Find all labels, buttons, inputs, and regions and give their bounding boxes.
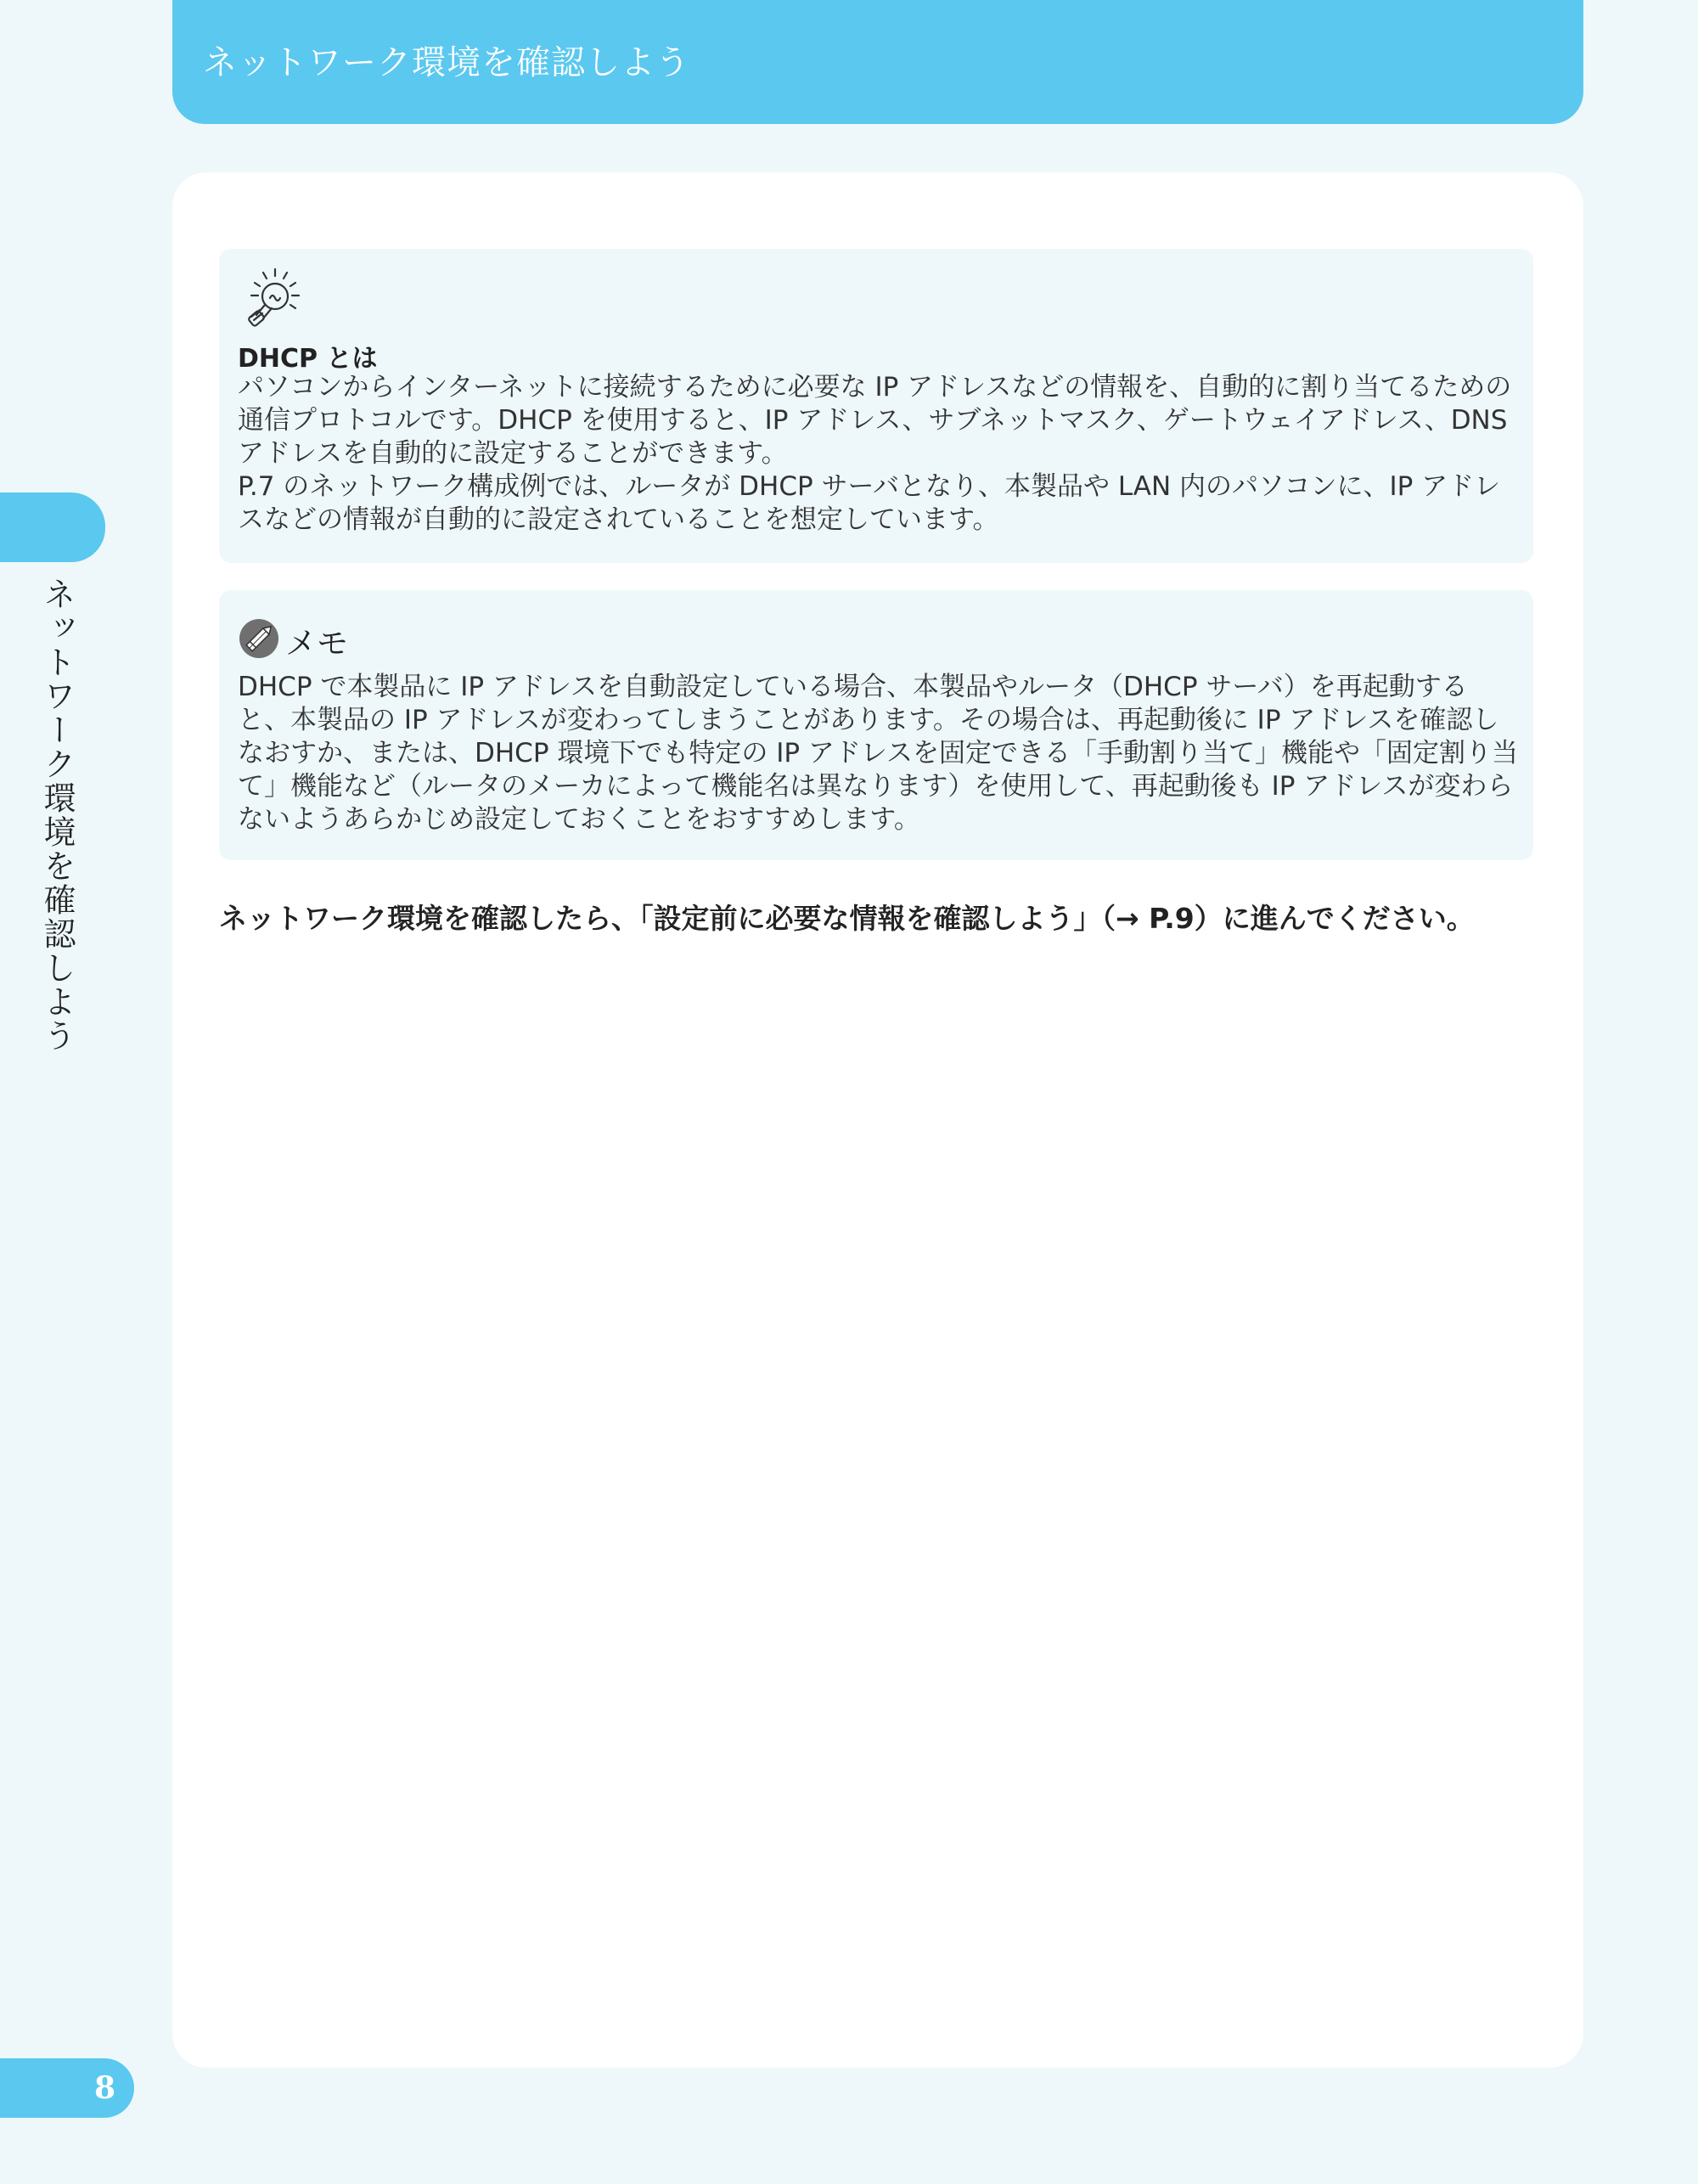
hint-paragraph: パソコンからインターネットに接続するために必要な IP アドレスなどの情報を、自動的に割り当てるための通信プロトコルです。DHCP を使用すると、IP アドレス、サブネットマスク、ゲートウェイアドレス、DNS アドレスを自動的に設定することができます。 [238, 372, 1512, 469]
memo-body: DHCP で本製品に IP アドレスを自動設定している場合、本製品やルータ（DHCP サーバ）を再起動すると、本製品の IP アドレスが変わってしまうことがあります。その場合は、再起動後に IP アドレスを確認しなおすか、または、DHCP 環境下でも特定の IP アドレスを固定できる「手動割り当て」機能や「固定割り当て」機能など（ルータのメーカによって機能名は異なります）を使用して、再起動後も IP アドレスが変わらないようあらかじめ設定しておくことをおすすめします。 [238, 672, 1518, 835]
side-tab [0, 493, 105, 562]
hint-heading: DHCP とは [238, 344, 378, 374]
next-step-instruction: ネットワーク環境を確認したら、「設定前に必要な情報を確認しよう」（→ P.9）に進んでください。 [219, 902, 1475, 935]
memo-label: メモ [285, 625, 348, 661]
header-bar [172, 0, 1583, 124]
hint-body [238, 371, 1520, 537]
main-card [172, 172, 1583, 2068]
hint-box [219, 249, 1533, 563]
page-title: ネットワーク環境を確認しよう [203, 43, 690, 82]
memo-box [219, 590, 1533, 860]
lightbulb-icon [238, 266, 306, 330]
side-section-title: ネットワーク環境を確認しよう [38, 577, 76, 1053]
hint-paragraph: P.7 のネットワーク構成例では、ルータが DHCP サーバとなり、本製品や LAN 内のパソコンに、IP アドレスなどの情報が自動的に設定されていることを想定しています。 [238, 471, 1501, 535]
page-badge [0, 2058, 134, 2118]
page-number: 8 [93, 2070, 115, 2106]
pencil-icon [238, 617, 280, 660]
